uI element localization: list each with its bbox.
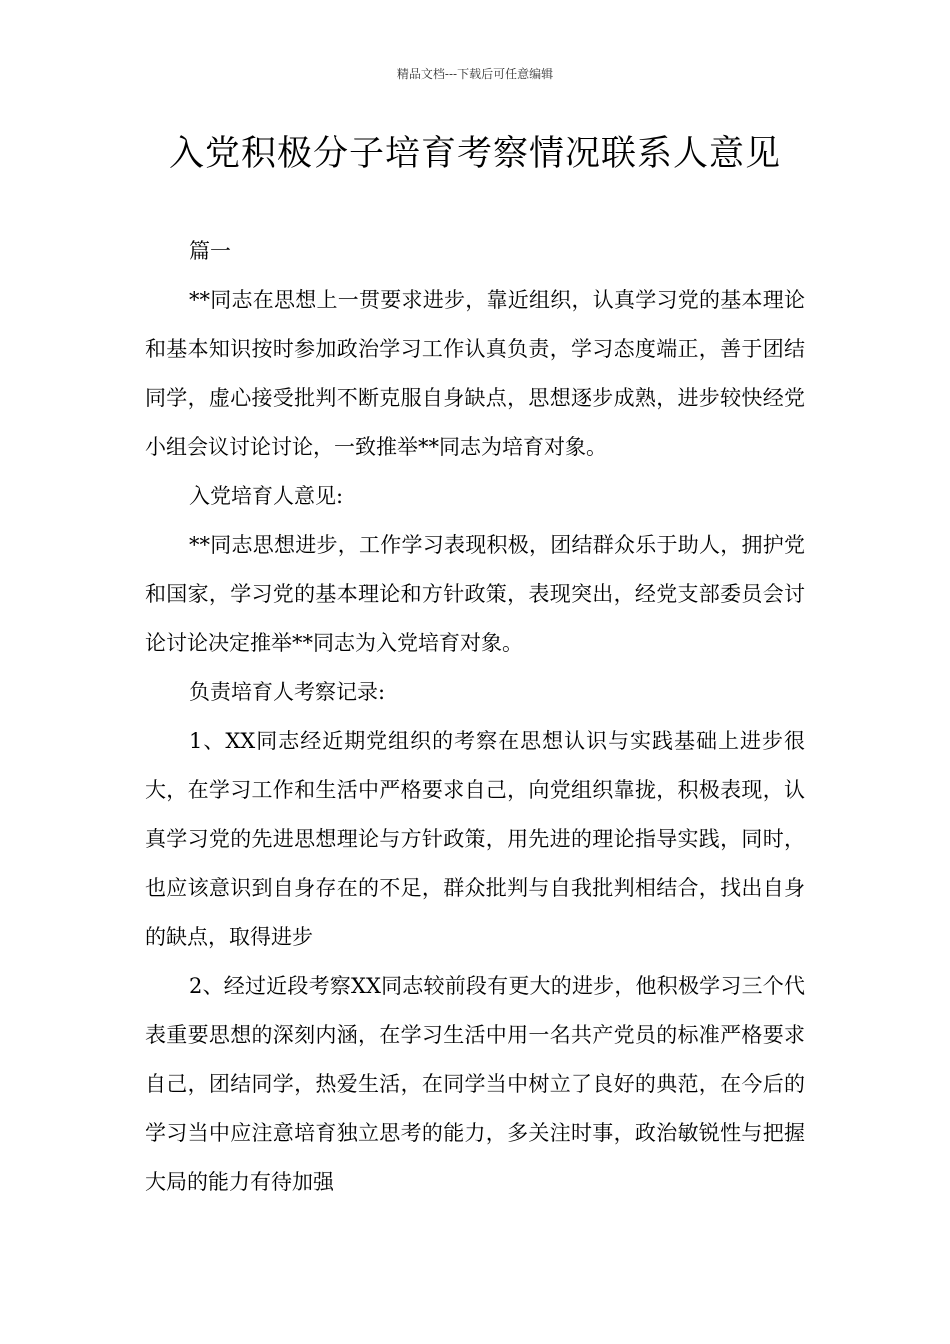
paragraph-record-1: 1、XX同志经近期党组织的考察在思想认识与实践基础上进步很大，在学习工作和生活中严格要求自己，向党组织靠拢，积极表现，认真学习党的先进思想理论与方针政策，用先进的理论指导实践，同时，也应该意识到自身存在的不足，群众批判与自我批判相结合，找出自身的缺点，取得进步 xyxy=(145,729,805,949)
document-title: 入党积极分子培育考察情况联系人意见 xyxy=(168,134,781,174)
header-note: 精品文档---下载后可任意编辑 xyxy=(396,67,554,81)
paragraph-record-2: 2、经过近段考察XX同志较前段有更大的进步，他积极学习三个代表重要思想的深刻内涵，在学习生活中用一名共产党员的标准严格要求自己，团结同学，热爱生活，在同学当中树立了良好的典范，在今后的学习当中应注意培育独立思考的能力，多关注时事，政治敏锐性与把握大局的能力有待加强 xyxy=(145,974,805,1194)
paragraph-opinion-2: **同志思想进步，工作学习表现积极，团结群众乐于助人，拥护党和国家，学习党的基本理论和方针政策，表现突出，经党支部委员会讨论讨论决定推举**同志为入党培育对象。 xyxy=(145,533,805,655)
section-heading-trainer-opinion: 入党培育人意见: xyxy=(189,484,344,508)
section-heading-pian-yi: 篇一 xyxy=(189,239,231,263)
paragraph-opinion-1: **同志在思想上一贯要求进步，靠近组织，认真学习党的基本理论和基本知识按时参加政治学习工作认真负责，学习态度端正，善于团结同学，虚心接受批判不断克服自身缺点，思想逐步成熟，进步较快经党小组会议讨论讨论，一致推举**同志为培育对象。 xyxy=(145,288,805,459)
section-heading-inspection-record: 负责培育人考察记录: xyxy=(189,680,386,704)
document-body xyxy=(145,227,805,1207)
